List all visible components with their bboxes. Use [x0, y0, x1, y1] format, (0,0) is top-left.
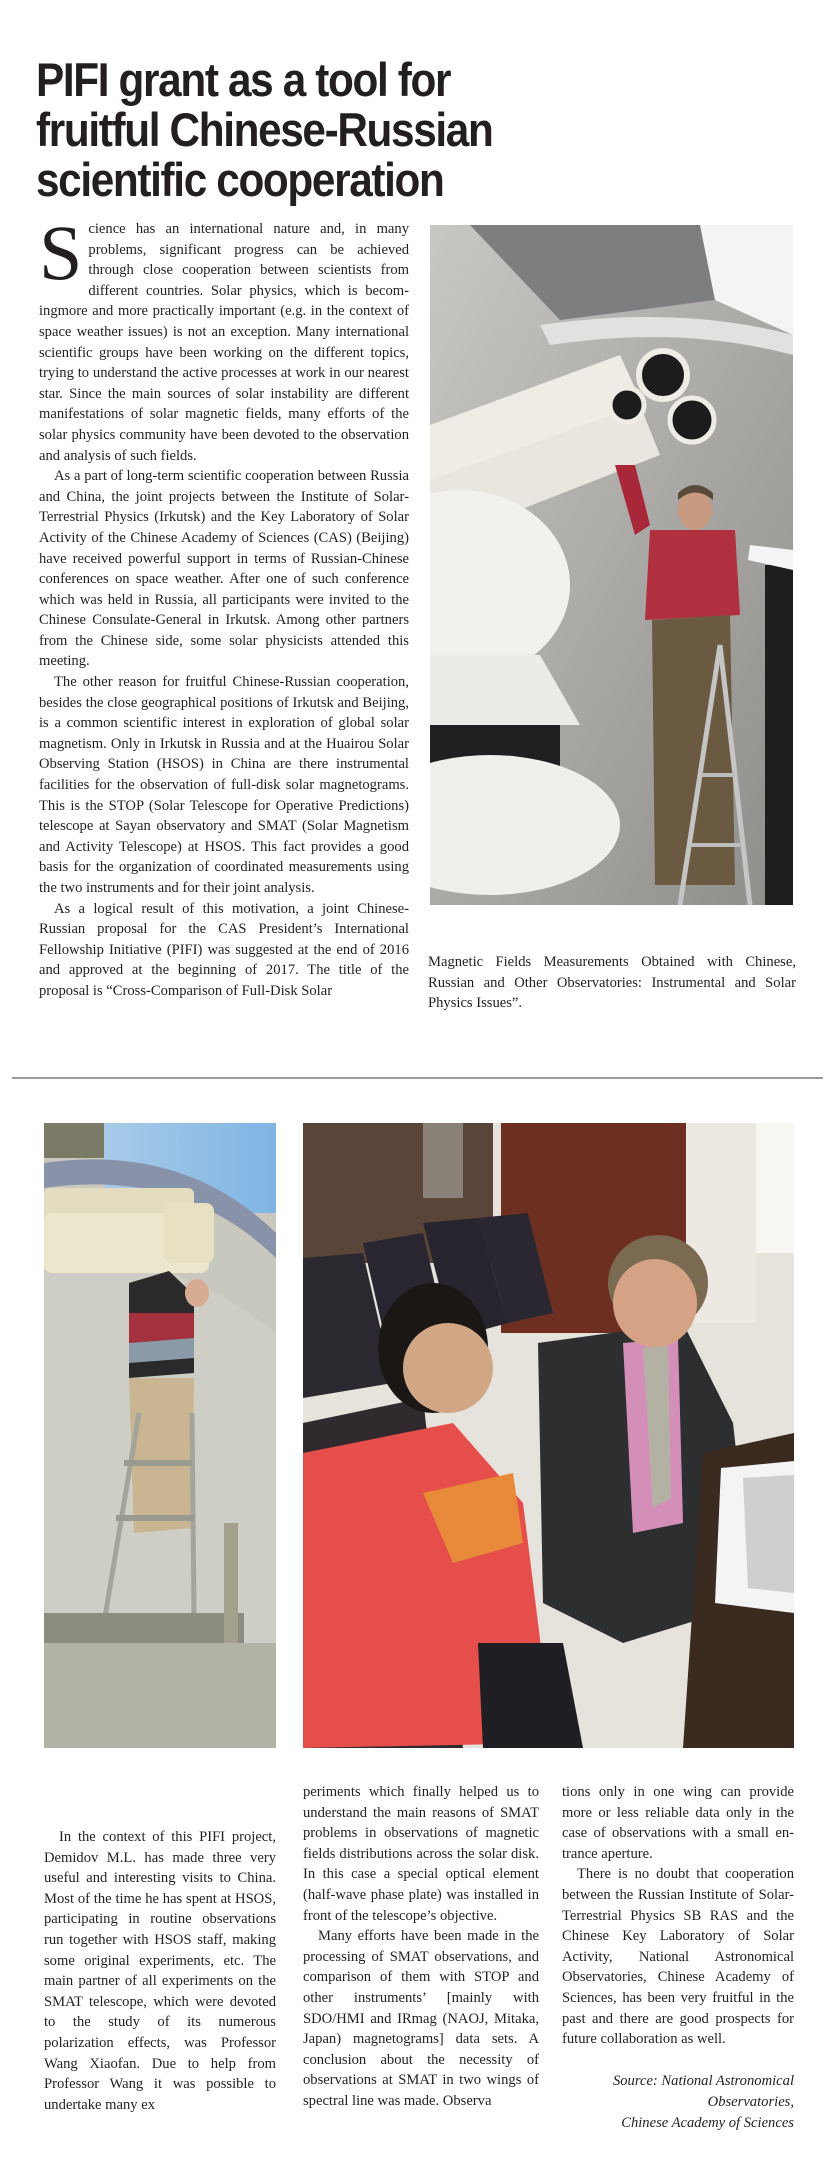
drop-cap: S — [39, 209, 83, 296]
photo-illustration — [430, 225, 793, 905]
paragraph-4: As a logical result of this motivation, a joint Chinese-Russian proposal for the CAS President’s International Fellowship Initiative (PIFI) was suggested at the end of 2016 and approved at the beginning of 2017. The title of the proposal is “Cross-Comparison of Full-Disk Solar — [39, 900, 409, 999]
photo-illustration — [303, 1123, 794, 1748]
photo-scientists-meeting — [303, 1123, 794, 1748]
paragraph-2: As a part of long-term scientific cooperation between Russia and China, the joint projects between the Institute of Solar-Terrestrial Physics (Irkutsk) and the Key Laboratory of Solar Activity of the Chinese Academy of Sciences (CAS) (Beijing) have received powerful support in terms of Russian-Chinese conferences on space weather. After one of such conference which was held in Russia, all participants were invited to the Chinese Consulate-General in Irkutsk. Among other partners from the Chinese side, some solar physicists attended this meeting. — [39, 468, 409, 670]
article-column-bottom-1 — [44, 1827, 276, 2115]
paragraph-7: periments which finally helped us to understand the main reasons of SMAT problems in observations of magnetic fields distributions across the solar disk. In this case a special optical element (half-wave phase plate) was installed in front of the telescope’s objective. — [303, 1784, 539, 1924]
title-line-1: PIFI grant as a tool for — [36, 53, 451, 107]
article-column-bottom-2 — [303, 1782, 539, 2112]
paragraph-9: tions only in one wing can provide more or less reliable data only in the case of observations with a small entrance aperture. — [562, 1784, 794, 1862]
paragraph-1-text: cience has an international nature and, in many problems, significant progress can be achieved through close cooperation between scientists from different countries. Solar physics, which is becomingmore and more practically important (e.g. in the context of space weather issues) is not an exception. Many international scientific groups have been working on the different topics, trying to understand the active processes at work in our nearest star. Since the main sources of solar instability are different manifestations of solar magnetic fields, many efforts of the solar physics community have been devoted to the observation and analysis of such fields. — [39, 221, 409, 464]
section-divider — [12, 1077, 823, 1079]
paragraph-5: Magnetic Fields Measurements Obtained with Chinese, Russian and Other Observatories: Instrumental and Solar Physics Issues”. — [428, 954, 796, 1012]
paragraph-1 — [39, 209, 409, 466]
photo-telescope-ladder — [44, 1123, 276, 1748]
source-line-3: Chinese Academy of Sciences — [621, 2114, 794, 2131]
source-credit — [562, 2071, 794, 2134]
paragraph-10: There is no doubt that cooperation between the Russian Institute of Solar-Terrestrial Physics SB RAS and the Chinese Key Laboratory of Solar Activity, National Astronomical Observatories, Chinese Academy of Sciences, has been very fruitful in the past and there are good prospects for future collaboration as well. — [562, 1866, 794, 2048]
paragraph-6: In the context of this PIFI project, Demidov M.L. has made three very useful and interesting visits to China. Most of the time he has spent at HSOS, participating in routine observations run together with HSOS staff, making some original experiments, etc. The main partner of all experiments on the SMAT telescope, which were devoted to the study of its numerous polarization effects, was Professor Wang Xiaofan. Due to help from Professor Wang it was possible to undertake many ex — [44, 1829, 276, 2113]
photo-telescope-red-hoodie — [430, 225, 793, 905]
paragraph-3: The other reason for fruitful Chinese-Russian cooperation, besides the close geographical positions of Irkutsk and Beijing, is a common scientific interest in exploration of global solar magnetism. Only in Irkutsk in Russia and at the Huairou Solar Observing Station (HSOS) in China are there instrumental facilities for the observation of full-disk solar magnetograms. This is the STOP (Solar Telescope for Operative Predictions) telescope at Sayan observatory and SMAT (Solar Magnetism and Activity Telescope) at HSOS. This fact provides a good basis for the organization of coordinated measurements using the two instruments and for their joint analysis. — [39, 674, 409, 896]
article-column-top-right — [428, 952, 796, 1014]
article-title — [36, 55, 594, 205]
title-line-2: fruitful Chinese-Russian — [36, 103, 493, 157]
article-column-top-left — [39, 209, 409, 1002]
source-line-2: Observatories, — [707, 2093, 794, 2110]
source-line-1: Source: National Astronomical — [612, 2072, 794, 2089]
article-column-bottom-3 — [562, 1782, 794, 2134]
photo-illustration — [44, 1123, 276, 1748]
paragraph-8: Many efforts have been made in the processing of SMAT observations, and comparison of them with STOP and other instruments’ [mainly with SDO/HMI and IRmag (NAOJ, Mitaka, Japan) magnetograms] data sets. A conclusion about the necessity of observations at SMAT in two wings of spectral line was made. Observa — [303, 1928, 539, 2109]
title-line-3: scientific cooperation — [36, 153, 444, 207]
